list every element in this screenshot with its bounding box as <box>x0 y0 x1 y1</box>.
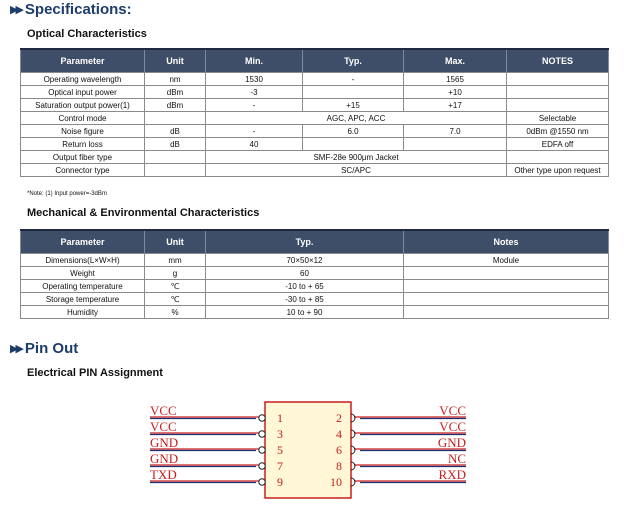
left-pin-label: GND <box>150 451 179 466</box>
left-pin-number: 1 <box>277 411 283 425</box>
right-pin-label: VCC <box>439 419 466 434</box>
double-arrow-icon: ▶▶ <box>10 4 21 16</box>
table-cell: EDFA off <box>507 138 609 151</box>
table-cell: mm <box>145 254 206 267</box>
table-cell: dBm <box>145 86 206 99</box>
left-pin-label: VCC <box>150 403 177 418</box>
table-cell: ℃ <box>145 293 206 306</box>
specifications-title: Specifications: <box>24 1 132 18</box>
column-header: Typ. <box>206 230 404 254</box>
left-pin-number: 9 <box>277 475 283 489</box>
table-cell: Connector type <box>21 164 145 177</box>
table-cell: Dimensions(L×W×H) <box>21 254 145 267</box>
column-header: Parameter <box>21 230 145 254</box>
table-cell: dBm <box>145 99 206 112</box>
column-header: Max. <box>404 49 507 73</box>
table-cell: 7.0 <box>404 125 507 138</box>
table-cell: Saturation output power(1) <box>21 99 145 112</box>
optical-characteristics-title: Optical Characteristics <box>27 28 147 40</box>
table-cell: 0dBm @1550 nm <box>507 125 609 138</box>
column-header: Notes <box>404 230 609 254</box>
table-cell: Other type upon request <box>507 164 609 177</box>
left-pin-number: 3 <box>277 427 283 441</box>
table-cell: Output fiber type <box>21 151 145 164</box>
table-cell: Storage temperature <box>21 293 145 306</box>
table-cell: Noise figure <box>21 125 145 138</box>
table-cell: Humidity <box>21 306 145 319</box>
table-cell: - <box>206 99 303 112</box>
table-cell: +17 <box>404 99 507 112</box>
column-header: Unit <box>145 49 206 73</box>
table-cell: - <box>303 73 404 86</box>
right-pin-number: 6 <box>336 443 342 457</box>
table-cell: Weight <box>21 267 145 280</box>
table-cell: -10 to + 65 <box>206 280 404 293</box>
pin-socket-icon <box>259 479 265 485</box>
table-cell: 1565 <box>404 73 507 86</box>
right-pin-label: VCC <box>439 403 466 418</box>
pin-socket-icon <box>259 463 265 469</box>
left-pin-label: GND <box>150 435 179 450</box>
table-cell: 1530 <box>206 73 303 86</box>
column-header: Parameter <box>21 49 145 73</box>
pin-socket-icon <box>259 447 265 453</box>
table-cell: 70×50×12 <box>206 254 404 267</box>
table-cell: +15 <box>303 99 404 112</box>
table-cell: Control mode <box>21 112 145 125</box>
table-cell: 6.0 <box>303 125 404 138</box>
table-cell: % <box>145 306 206 319</box>
table-cell: ℃ <box>145 280 206 293</box>
table-cell: dB <box>145 138 206 151</box>
table-cell: 10 to + 90 <box>206 306 404 319</box>
electrical-pin-assignment-title: Electrical PIN Assignment <box>27 367 163 379</box>
right-pin-number: 2 <box>336 411 342 425</box>
left-pin-number: 5 <box>277 443 283 457</box>
table-cell: SMF-28e 900μm Jacket <box>206 151 507 164</box>
right-pin-number: 10 <box>330 475 342 489</box>
table-cell: 40 <box>206 138 303 151</box>
right-pin-label: NC <box>447 451 466 466</box>
optical-footnote: *Note: (1) Input power=-3dBm <box>27 191 107 197</box>
table-cell: -30 to + 85 <box>206 293 404 306</box>
mechanical-characteristics-title: Mechanical & Environmental Characteristics <box>27 207 260 219</box>
pin-socket-icon <box>259 415 265 421</box>
table-cell: Selectable <box>507 112 609 125</box>
table-cell: -3 <box>206 86 303 99</box>
right-pin-label: RXD <box>438 467 466 482</box>
table-cell: +10 <box>404 86 507 99</box>
table-cell: SC/APC <box>206 164 507 177</box>
table-cell: g <box>145 267 206 280</box>
table-cell: Return loss <box>21 138 145 151</box>
pinout-title: Pin Out <box>24 340 79 357</box>
table-cell: Module <box>404 254 609 267</box>
left-pin-number: 7 <box>277 459 283 473</box>
table-cell: Operating temperature <box>21 280 145 293</box>
left-pin-label: VCC <box>150 419 177 434</box>
column-header: Unit <box>145 230 206 254</box>
table-cell: - <box>206 125 303 138</box>
column-header: NOTES <box>507 49 609 73</box>
table-cell: Operating wavelength <box>21 73 145 86</box>
table-cell: nm <box>145 73 206 86</box>
table-cell: Optical input power <box>21 86 145 99</box>
column-header: Typ. <box>303 49 404 73</box>
column-header: Min. <box>206 49 303 73</box>
double-arrow-icon: ▶▶ <box>10 343 21 355</box>
right-pin-number: 8 <box>336 459 342 473</box>
table-cell: dB <box>145 125 206 138</box>
table-cell: AGC, APC, ACC <box>206 112 507 125</box>
right-pin-label: GND <box>437 435 466 450</box>
table-cell: 60 <box>206 267 404 280</box>
pin-socket-icon <box>259 431 265 437</box>
left-pin-label: TXD <box>150 467 177 482</box>
right-pin-number: 4 <box>336 427 342 441</box>
